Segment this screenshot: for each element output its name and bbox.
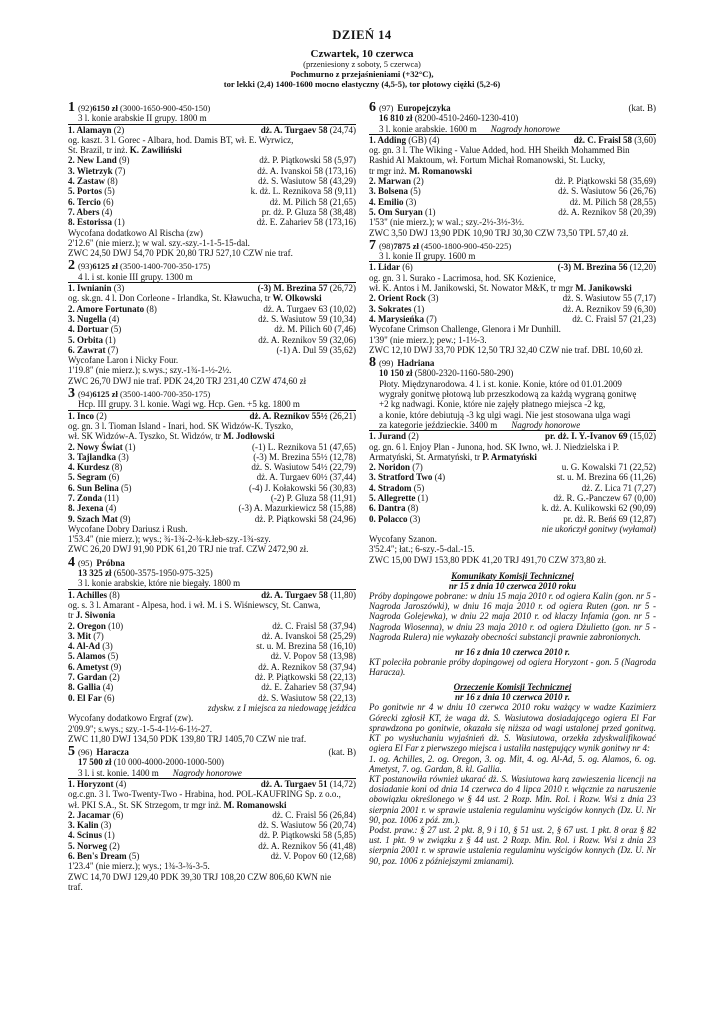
result-row bbox=[68, 324, 356, 334]
race-conditions-text: 3 l. i st. konie. 1400 m bbox=[78, 767, 159, 778]
result-row bbox=[369, 493, 656, 503]
horse-name: 4. Kurdesz (8) bbox=[68, 462, 123, 473]
jockey: pr. dż. I. Y.-Ivanov 69 (15,02) bbox=[544, 431, 656, 442]
horse-name: 5. Norweg (2) bbox=[68, 840, 120, 851]
jockey: dż. P. Piątkowski 58 (24,96) bbox=[254, 513, 356, 524]
race-text: og. gn. 6 l. Enjoy Plan - Junona, hod. SK Iwno, wł. J. Niedzielska i P. bbox=[369, 441, 619, 452]
jockey: pr. dż. R. Beńś 69 (12,87) bbox=[563, 513, 656, 524]
jockey: st. u. M. Brezina 58 (16,10) bbox=[256, 641, 356, 652]
race-conditions bbox=[68, 272, 356, 283]
result-row bbox=[68, 155, 356, 165]
result-row bbox=[68, 641, 356, 651]
jockey: dż. S. Wasiutow 56 (26,76) bbox=[558, 186, 656, 197]
race-text: 2'09.9"; s.wys.; szy.-1-5-4-1½-6-1½-27. bbox=[68, 723, 212, 734]
horse-name: 3. Nugella (4) bbox=[68, 313, 120, 324]
race-text: og. gn. 3 l. Tioman Island - Inari, hod. SK Widzów-K. Tyszko, bbox=[68, 420, 294, 431]
result-row bbox=[369, 207, 656, 217]
horse-name: 4. Zastaw (8) bbox=[68, 176, 118, 187]
horse-name: 3. Stratford Two (4) bbox=[369, 472, 446, 483]
jockey: (-3) M. Brezina 56 (12,20) bbox=[557, 262, 656, 273]
jockey: dż. A. Reznikov 58 (37,94) bbox=[258, 661, 356, 672]
jockey: dż. M. Pilich 58 (28,55) bbox=[569, 196, 656, 207]
jockey: k. dż. L. Reznikova 58 (9,11) bbox=[250, 186, 356, 197]
race-index: (94) bbox=[78, 389, 93, 400]
result-row bbox=[68, 810, 356, 820]
race-conditions-text: a konie, które debiutują -3 kg ulgi wagi. Nie jest stosowana ulga wagi bbox=[379, 409, 631, 420]
race-conditions-text: 3 l. konie arabskie II grupy. 1800 m bbox=[78, 113, 207, 124]
race-text: Wycofana dodatkowo Al Rischa (zw) bbox=[68, 227, 203, 238]
race-index: (96) bbox=[78, 747, 93, 758]
ruling-number: nr 16 z dnia 10 czerwca 2010 r. bbox=[454, 692, 570, 703]
race-number: 6 bbox=[369, 100, 376, 115]
result-row bbox=[68, 345, 356, 355]
horse-name: 6. Tercio (6) bbox=[68, 196, 114, 207]
result-row bbox=[68, 503, 356, 513]
result-row bbox=[369, 503, 656, 513]
race-number: 8 bbox=[369, 355, 376, 371]
race-text: Wycofane Laron i Nicky Four. bbox=[68, 355, 179, 366]
horse-name: 1. Horyzont (4) bbox=[68, 779, 127, 789]
horse-name: 1. Lidar (6) bbox=[369, 262, 413, 273]
result-row bbox=[68, 217, 356, 227]
winner-row bbox=[68, 125, 356, 135]
race-text: tr J. Siwonia bbox=[68, 610, 116, 621]
race-block bbox=[68, 386, 356, 555]
result-row bbox=[369, 462, 656, 472]
race-header bbox=[68, 100, 356, 115]
jockey: dż. R. G.-Panczew 67 (0,00) bbox=[553, 492, 656, 503]
race-text: tr mgr inż. M. Romanowski bbox=[369, 165, 473, 176]
result-row bbox=[68, 452, 356, 462]
horse-name: 3. Bolsena (5) bbox=[369, 186, 421, 197]
race-text: traf. bbox=[68, 881, 83, 892]
jockey: k. dż. A. Kulikowski 62 (90,09) bbox=[541, 503, 656, 514]
race-index: (98) bbox=[379, 240, 394, 251]
horse-name: 4. Scinus (1) bbox=[68, 830, 115, 841]
horse-name: 2. Jacamar (6) bbox=[68, 809, 124, 820]
race-category: (kat. B) bbox=[628, 103, 656, 113]
horse-name: 2. New Land (9) bbox=[68, 155, 130, 166]
result-row bbox=[68, 651, 356, 661]
race-conditions-text: Hcp. III grupy. 3 l. konie. Wagi wg. Hcp. Gen. +5 kg. 1800 m bbox=[78, 399, 300, 410]
horse-name: 7. Zonda (11) bbox=[68, 492, 119, 503]
jockey: dż. S. Wasiutow 54½ (22,79) bbox=[251, 462, 356, 473]
race-text: ZWC 26,70 DWJ nie traf. PDK 24,20 TRJ 231,40 CZW 474,60 zł bbox=[68, 375, 307, 386]
race-text: ZWC 3,50 DWJ 13,90 PDK 10,90 TRJ 30,30 CZW 73,50 TPL 57,40 zł. bbox=[369, 227, 629, 238]
jockey: (-1) L. Reznikova 51 (47,65) bbox=[252, 441, 356, 452]
race-header bbox=[68, 554, 356, 570]
horse-name: 4. Stradom (5) bbox=[369, 482, 425, 493]
race-text: og. sk.gn. 4 l. Don Corleone - Irlandka, St. Kławucha, tr W. Olkowski bbox=[68, 293, 322, 304]
race-conditions bbox=[68, 399, 356, 410]
horse-name: 3. Tajlandka (3) bbox=[68, 451, 129, 462]
winner-row bbox=[68, 411, 356, 421]
notice-text: Próby dopingowe pobrane: w dniu 15 maja 2010 r. od ogiera Kalin (gon. nr 5 - Nagroda Jaroszówki), w dniu 16 maja 2010 r. od ogiera Ruten (gon. nr 5 - Nagroda Golejewka), w dniu 22 maja 2010 r. od klaczy Infamia (gon. nr 5 - Nagroda Wiosenna), w dniu 23 maja 2010 r. od ogiera Dżulietto (gon. nr 5 - Nagroda Rulera) nie wykazały obecności substancji prawnie zabronionych. bbox=[369, 591, 656, 642]
horse-name: 4. Dortuar (5) bbox=[68, 324, 122, 335]
result-row bbox=[68, 631, 356, 641]
race-index: (93) bbox=[78, 261, 93, 272]
race-header bbox=[369, 237, 656, 253]
jockey: (-3) M. Brezina 55½ (12,78) bbox=[253, 451, 356, 462]
page-title bbox=[0, 30, 724, 40]
race-conditions-text: Płoty. Międzynarodowa. 4 l. i st. konie. Konie, które od 01.01.2009 bbox=[379, 378, 622, 389]
jockey: dż. A. Turgaev 63 (10,02) bbox=[263, 303, 356, 314]
jockey: (-3) A. Mazurkiewicz 58 (15,88) bbox=[238, 503, 356, 514]
jockey: dż. A. Turgaev 60½ (37,44) bbox=[256, 472, 356, 483]
horse-name: 1. Adding (GB) (4) bbox=[369, 134, 440, 145]
meeting-track-condition: tor lekki (2,4) 1400-1600 mocno elastyczny (4,5-5), tor płotowy ciężki (5,2-6) bbox=[223, 79, 501, 89]
jockey: dż. E. Zahariev 58 (173,16) bbox=[256, 217, 356, 228]
race-conditions bbox=[369, 420, 656, 431]
race-block bbox=[68, 554, 356, 744]
horse-name: 2. Amore Fortunato (8) bbox=[68, 303, 157, 314]
result-row bbox=[68, 304, 356, 314]
horse-name: 1. Achilles (8) bbox=[68, 589, 120, 600]
race-header bbox=[68, 258, 356, 274]
jockey: dż. S. Wasiutow 58 (43,29) bbox=[258, 176, 356, 187]
jockey: dż. A. Reznikov 59 (6,30) bbox=[562, 303, 656, 314]
jockey: dż. P. Piątkowski 58 (35,69) bbox=[554, 176, 656, 187]
horse-name: 4. Emilio (3) bbox=[369, 196, 417, 207]
result-row bbox=[68, 662, 356, 672]
ruling-text: Po gonitwie nr 4 w dniu 10 czerwca 2010 roku ważący w wadze Kazimierz Górecki zgłosił KT, że waga dż. S. Wasiutowa dosiadającego ogiera El Far sprawdzona po gonitwie, okazała się niższa od wagi ustalonej przed gonitwą. KT po wysłuchaniu wyjaśnień dż. S. Wasiutowa, orzekła zdyskwalifikować ogiera El Far z pierwszego miejsca i ustaliła następujący wynik gonitwy nr 4: bbox=[369, 702, 656, 754]
race-block bbox=[68, 100, 356, 259]
race-text: og. gn. 3 l. Surako - Lacrimosa, hod. SK Kozienice, bbox=[369, 272, 556, 283]
race-text: ZWC 15,00 DWJ 153,80 PDK 41,20 TRJ 491,70 CZW 373,80 zł. bbox=[369, 554, 607, 565]
horse-name: 5. Allegrette (1) bbox=[369, 492, 429, 503]
race-text: 1'53.4" (nie mierz.); wys.; ¾-1¾-2-¾-k.łeb-szy.-1¾-szy. bbox=[68, 534, 271, 545]
left-column bbox=[68, 100, 356, 895]
race-prize: 7875 zł (4500-1800-900-450-225) bbox=[393, 240, 512, 251]
winner-row bbox=[68, 590, 356, 600]
horse-name: 5. Alamos (5) bbox=[68, 651, 119, 662]
race-text: Wycofany Szanon. bbox=[369, 534, 437, 545]
result-row bbox=[369, 514, 656, 524]
result-row bbox=[68, 176, 356, 186]
result-row bbox=[68, 462, 356, 472]
result-row bbox=[68, 621, 356, 631]
jockey: st. u. M. Brezina 66 (11,26) bbox=[556, 472, 656, 483]
horse-name: 8. Jexena (4) bbox=[68, 503, 117, 514]
horse-name: 7. Abers (4) bbox=[68, 206, 113, 217]
result-row bbox=[68, 820, 356, 830]
race-text: ZWC 12,10 DWJ 33,70 PDK 12,50 TRJ 32,40 CZW nie traf. DBL 10,60 zł. bbox=[369, 344, 643, 355]
race-header bbox=[68, 744, 356, 760]
race-category: (kat. B) bbox=[328, 747, 356, 758]
result-row bbox=[369, 304, 656, 314]
horse-name: 2. Noridon (7) bbox=[369, 462, 423, 473]
horse-name: 1. Inco (2) bbox=[68, 410, 107, 421]
jockey: dż. M. Pilich 58 (21,65) bbox=[269, 196, 356, 207]
horse-name: 4. Al-Ad (3) bbox=[68, 641, 113, 652]
race-block bbox=[68, 744, 356, 892]
race-conditions bbox=[369, 124, 656, 135]
race-prize: 6125 zł (3500-1400-700-350-175) bbox=[92, 261, 211, 272]
race-text: og. s. 3 l. Amarant - Alpesa, hod. i wł. M. i S. Wiśniewscy, St. Canwa, bbox=[68, 599, 321, 610]
jockey: dż. V. Popov 58 (13,98) bbox=[270, 651, 356, 662]
race-text: og.c.gn. 3 l. Two-Twenty-Two - Hrabina, hod. POL-KAUFRING Sp. z o.o., bbox=[68, 789, 341, 800]
result-row bbox=[369, 293, 656, 303]
notice-text: KT poleciła pobranie próby dopingowej od ogiera Horyzont - gon. 5 (Nagroda Haracza). bbox=[369, 657, 656, 678]
right-column bbox=[369, 100, 656, 866]
race-text: 3'52.4"; łat.; 6-szy.-5-dal.-15. bbox=[369, 544, 475, 555]
race-index: (92) bbox=[78, 103, 93, 113]
race-remark: zdyskw. z I miejsca za niedowagę jeźdźca bbox=[207, 702, 356, 713]
jockey: dż. S. Wasiutow 55 (7,17) bbox=[562, 293, 656, 304]
race-text: 1'23.4" (nie mierz.); wys.; 1¾-3-¾-3-5. bbox=[68, 861, 210, 872]
horse-name: 2. Orient Rock (3) bbox=[369, 293, 439, 304]
technical-commission-notices bbox=[369, 571, 656, 866]
horse-name: 5. Portos (5) bbox=[68, 186, 115, 197]
race-name: Europejczyka bbox=[397, 103, 451, 113]
race-text: wł. SK Widzów-A. Tyszko, St. Widzów, tr M. Jodłowski bbox=[68, 431, 275, 442]
race-number: 2 bbox=[68, 258, 75, 274]
ruling-text: KT postanowiła również ukarać dż. S. Wasiutowa karą zawieszenia licencji na dosiadanie koni od dnia 14 czerwca do 4 lipca 2010 r. włącznie za naruszenie obowiązku określonego w § 44 ust. 2 Rozp. Min. Rol. i Rozw. Wsi z dnia 23 sierpnia 2001 r. w sprawie ustalenia regulaminu wyścigów konnych (Dz. U. Nr 90, poz. 1006 z póź. zm.). bbox=[369, 773, 656, 825]
jockey: dż. A. Reznikov 59 (32,06) bbox=[258, 334, 356, 345]
jockey: dż. P. Piątkowski 58 (5,97) bbox=[259, 155, 356, 166]
race-conditions-text: 3 l. konie II grupy. 1600 m bbox=[379, 251, 476, 262]
race-prize: 10 150 zł (5800-2320-1160-580-290) bbox=[379, 368, 514, 379]
race-conditions bbox=[68, 578, 356, 589]
race-text: 1'39" (nie mierz.); pew.; 1-1½-3. bbox=[369, 334, 487, 345]
meeting-weather: Pochmurno z przejaśnieniami (+32°C), bbox=[290, 69, 434, 79]
honor-prizes: Nagrody honorowe bbox=[511, 419, 581, 430]
result-row bbox=[68, 514, 356, 524]
race-block bbox=[369, 100, 656, 238]
horse-name: 3. Wietrzyk (7) bbox=[68, 165, 126, 176]
race-index: (97) bbox=[379, 103, 394, 113]
race-header bbox=[369, 100, 656, 115]
notice-heading: Komunikaty Komisji Technicznej bbox=[451, 571, 574, 582]
ruling-text: 1. og. Achilles, 2. og. Oregon, 3. og. Mit, 4. og. Al-Ad, 5. og. Alamos, 6. og. Ametyst, 7. og. Gardan, 8. kl. Gallia. bbox=[369, 753, 656, 774]
race-text: ZWC 14,70 DWJ 129,40 PDK 39,30 TRJ 108,20 CZW 806,60 KWN nie bbox=[68, 871, 332, 882]
horse-name: 1. Alamayn (2) bbox=[68, 124, 125, 135]
horse-name: 6. Dantra (8) bbox=[369, 503, 419, 514]
horse-name: 7. Gardan (2) bbox=[68, 672, 120, 683]
race-text: Rashid Al Maktoum, wł. Fortum Michał Romanowski, St. Lucky, bbox=[369, 155, 606, 166]
race-prize: 16 810 zł (8200-4510-2460-1230-410) bbox=[379, 113, 519, 124]
result-row bbox=[68, 483, 356, 493]
winner-row bbox=[369, 262, 656, 272]
jockey: dż. P. Piątkowski 58 (5,85) bbox=[259, 830, 356, 841]
result-row bbox=[68, 841, 356, 851]
jockey: dż. S. Wasiutow 58 (22,13) bbox=[258, 692, 356, 703]
race-prize: 17 500 zł (10 000-4000-2000-1000-500) bbox=[78, 757, 224, 768]
result-row bbox=[68, 693, 356, 703]
result-row bbox=[369, 472, 656, 482]
jockey: dż. A. Turgaev 51 (14,72) bbox=[260, 779, 356, 789]
race-prize: 6125 zł (3500-1400-700-350-175) bbox=[92, 389, 211, 400]
jockey: (-2) P. Gluza 58 (11,91) bbox=[270, 492, 356, 503]
result-row bbox=[68, 851, 356, 861]
race-conditions-text: 4 l. i st. konie III grupy. 1300 m bbox=[78, 271, 193, 282]
jockey: dż. A. Ivanskoi 58 (173,16) bbox=[257, 165, 356, 176]
race-text: Wycofany dodatkowo Ergraf (zw). bbox=[68, 713, 194, 724]
horse-name: 6. Ametyst (9) bbox=[68, 661, 122, 672]
race-conditions bbox=[369, 251, 656, 262]
race-prize: 13 325 zł (6500-3575-1950-975-325) bbox=[78, 568, 213, 579]
jockey: dż. S. Wasiutow 59 (10,34) bbox=[258, 313, 356, 324]
race-block bbox=[369, 237, 656, 355]
race-text: Armatyński, St. Armatyński, tr P. Armatyński bbox=[369, 451, 537, 462]
jockey: dż. V. Popov 60 (12,68) bbox=[270, 851, 356, 862]
meeting-date: Czwartek, 10 czerwca bbox=[310, 48, 414, 60]
jockey: dż. A. Reznikov 55½ (26,21) bbox=[249, 410, 356, 421]
race-header bbox=[369, 355, 656, 371]
honor-prizes: Nagrody honorowe bbox=[490, 123, 560, 134]
horse-name: 2. Marwan (2) bbox=[369, 176, 424, 187]
race-text: 1'53" (nie mierz.); w wal.; szy.-2½-3½-3½. bbox=[369, 217, 525, 228]
race-text: Wycofane Dobry Dariusz i Rush. bbox=[68, 523, 188, 534]
horse-name: 3. Mit (7) bbox=[68, 630, 104, 641]
horse-name: 6. Zawrat (7) bbox=[68, 344, 119, 355]
jockey: dż. A. Turgaev 58 (11,80) bbox=[261, 589, 356, 600]
result-row bbox=[68, 472, 356, 482]
race-text: 2'12.6" (nie mierz.); w wal. szy.-szy.-1-1-5-15-dal. bbox=[68, 237, 250, 248]
race-text: Wycofane Crimson Challenge, Glenora i Mr Dunhill. bbox=[369, 324, 561, 335]
race-text: ZWC 24,50 DWJ 54,70 PDK 20,80 TRJ 527,10 CZW nie traf. bbox=[68, 248, 293, 259]
race-text: og. kaszt. 3 l. Gorec - Albara, hod. Damis BT, wł. E. Wyrwicz, bbox=[68, 134, 294, 145]
race-name: Hadriana bbox=[397, 358, 435, 369]
race-conditions-text: za kategorie jeździeckie. 3400 m bbox=[379, 419, 498, 430]
jockey: dż. A. Ivanskoi 58 (25,29) bbox=[261, 630, 356, 641]
result-row bbox=[68, 682, 356, 692]
race-text: ZWC 26,20 DWJ 91,90 PDK 61,20 TRJ nie traf. CZW 2472,90 zł. bbox=[68, 544, 309, 555]
race-text: wł. K. Antos i M. Janikowski, St. Nowator M&K, tr mgr M. Janikowski bbox=[369, 283, 632, 294]
race-index: (95) bbox=[78, 557, 93, 568]
horse-name: 8. Gallia (4) bbox=[68, 682, 114, 693]
result-row bbox=[369, 176, 656, 186]
result-row bbox=[68, 335, 356, 345]
race-conditions-text: 3 l. konie arabskie, które nie biegały. 1800 m bbox=[78, 578, 241, 589]
horse-name: 5. Om Suryan (1) bbox=[369, 206, 436, 217]
horse-name: 2. Nowy Świat (1) bbox=[68, 441, 136, 452]
winner-row bbox=[68, 283, 356, 293]
jockey: dż. A. Reznikov 58 (20,39) bbox=[558, 206, 656, 217]
winner-row bbox=[369, 431, 656, 441]
result-row bbox=[68, 207, 356, 217]
result-row bbox=[369, 314, 656, 324]
ruling-heading: Orzeczenie Komisji Technicznej bbox=[453, 682, 572, 693]
race-number: 3 bbox=[68, 386, 75, 402]
result-row bbox=[68, 672, 356, 682]
horse-name: 6. Ben's Dream (5) bbox=[68, 851, 140, 862]
result-row bbox=[68, 830, 356, 840]
race-block bbox=[369, 355, 656, 565]
ruling-text: Podst. praw.: § 27 ust. 2 pkt. 8, 9 i 10, § 51 ust. 2, § 67 ust. 1 pkt. 8 oraz § 82 ust. 1 pkt. 9 w związku z § 44 ust. 2 Rozp. Min. Rol. i Rozw. Wsi z dnia 23 sierpnia 2001 r. w sprawie ustalenia regulaminu wyścigów konnych (Dz. U. Nr 90, poz. 1006 z późniejszymi zmianami). bbox=[369, 824, 656, 866]
horse-name: 5. Segram (6) bbox=[68, 472, 120, 483]
result-row bbox=[68, 166, 356, 176]
horse-name: 3. Kalin (3) bbox=[68, 820, 112, 831]
result-row bbox=[68, 197, 356, 207]
horse-name: 8. Estorissa (1) bbox=[68, 217, 125, 228]
result-row bbox=[68, 493, 356, 503]
race-conditions bbox=[68, 113, 356, 124]
jockey: dż. C. Fraisl 58 (3,60) bbox=[573, 134, 656, 145]
race-text: wł. PKI S.A., St. SK Strzegom, tr mgr inż. M. Romanowski bbox=[68, 799, 287, 810]
winner-row bbox=[369, 135, 656, 145]
jockey: dż. C. Fraisl 57 (21,23) bbox=[572, 313, 656, 324]
jockey: dż. S. Wasiutow 56 (20,74) bbox=[258, 820, 356, 831]
race-header bbox=[68, 386, 356, 402]
race-name: Próbna bbox=[96, 557, 125, 568]
notice-number: nr 16 z dnia 10 czerwca 2010 r. bbox=[454, 647, 570, 658]
result-row bbox=[68, 314, 356, 324]
race-text: 1'19.8" (nie mierz.); s.wys.; szy.-1¾-1-½-2½. bbox=[68, 365, 232, 376]
jockey: (-1) A. Dul 59 (35,62) bbox=[276, 344, 356, 355]
race-conditions-text: wygrały gonitwę płotową lub przeszkodową za każdą wygraną gonitwę bbox=[379, 389, 637, 400]
honor-prizes: Nagrody honorowe bbox=[172, 767, 242, 778]
horse-name: 5. Orbita (1) bbox=[68, 334, 116, 345]
result-row bbox=[369, 186, 656, 196]
race-number: 5 bbox=[68, 744, 75, 760]
horse-name: 3. Sokrates (1) bbox=[369, 303, 425, 314]
jockey: u. G. Kowalski 71 (22,52) bbox=[561, 462, 656, 473]
race-prize: 6150 zł (3000-1650-900-450-150) bbox=[92, 103, 211, 113]
race-number: 7 bbox=[369, 237, 376, 253]
jockey: dż. M. Pilich 60 (7,46) bbox=[274, 324, 356, 335]
winner-row bbox=[68, 779, 356, 789]
jockey: dż. A. Reznikov 56 (41,48) bbox=[258, 840, 356, 851]
race-text: St. Brazil, tr inż. K. Zawiliński bbox=[68, 145, 182, 156]
day-heading: DZIEŃ 14 bbox=[332, 28, 392, 42]
race-text: og. gn. 3 l. The Wiking - Value Added, hod. HH Sheikh Mohammed Bin bbox=[369, 145, 630, 156]
jockey: dż. C. Fraisl 56 (26,84) bbox=[272, 809, 356, 820]
race-text: ZWC 11,80 DWJ 134,50 PDK 139,80 TRJ 1405,70 CZW nie traf. bbox=[68, 733, 307, 744]
horse-name: 1. Iwnianin (3) bbox=[68, 283, 125, 294]
race-conditions-text: +2 kg nadwagi. Konie, które nie zajęły płatnego miejsca -2 kg, bbox=[379, 399, 606, 410]
notice-number: nr 15 z dnia 10 czerwca 2010 roku bbox=[448, 581, 577, 592]
result-row bbox=[369, 483, 656, 493]
jockey: dż. A. Turgaev 58 (24,74) bbox=[260, 124, 356, 135]
horse-name: 2. Oregon (10) bbox=[68, 620, 124, 631]
horse-name: 4. Marysieńka (7) bbox=[369, 313, 437, 324]
horse-name: 1. Jurand (2) bbox=[369, 431, 419, 442]
result-row bbox=[369, 197, 656, 207]
jockey: (-4) J. Kołakowski 56 (30,83) bbox=[249, 482, 356, 493]
horse-name: 6. Sun Belina (5) bbox=[68, 482, 132, 493]
race-number: 1 bbox=[68, 100, 75, 115]
meeting-header bbox=[0, 49, 724, 89]
jockey: pr. dż. P. Gluza 58 (38,48) bbox=[261, 206, 356, 217]
race-block bbox=[68, 258, 356, 386]
race-conditions bbox=[68, 768, 356, 779]
race-conditions-text: 3 l. konie arabskie. 1600 m bbox=[379, 123, 477, 134]
horse-name: 0. El Far (6) bbox=[68, 692, 115, 703]
race-remark: nie ukończył gonitwy (wyłamał) bbox=[541, 523, 656, 534]
horse-name: 9. Szach Mat (9) bbox=[68, 513, 131, 524]
jockey: (-3) M. Brezina 57 (26,72) bbox=[257, 283, 356, 294]
result-row bbox=[68, 186, 356, 196]
race-name: Haracza bbox=[96, 747, 129, 758]
result-row bbox=[68, 442, 356, 452]
race-number: 4 bbox=[68, 554, 75, 570]
jockey: dż. Z. Lica 71 (7,27) bbox=[581, 482, 656, 493]
jockey: dż. E. Zahariev 58 (37,94) bbox=[261, 682, 356, 693]
jockey: dż. C. Fraisl 58 (37,94) bbox=[272, 620, 356, 631]
jockey: dż. P. Piątkowski 58 (22,13) bbox=[254, 672, 356, 683]
horse-name: 0. Polacco (3) bbox=[369, 513, 421, 524]
meeting-moved-note: (przeniesiony z soboty, 5 czerwca) bbox=[303, 59, 421, 69]
race-index: (99) bbox=[379, 358, 394, 369]
